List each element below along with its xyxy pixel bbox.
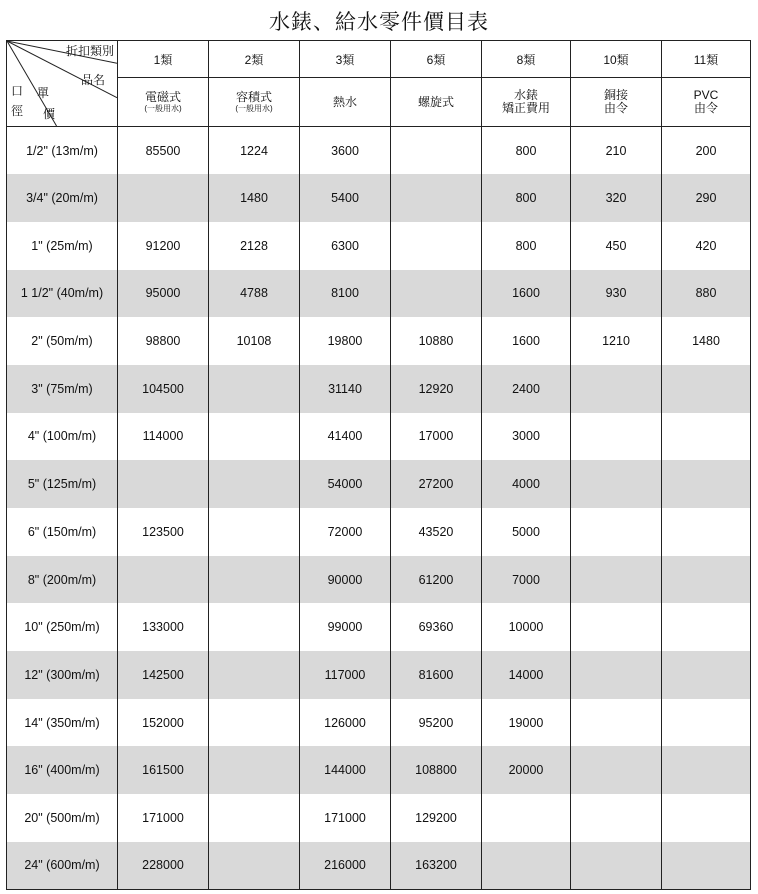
price-cell: 31140	[300, 365, 391, 413]
price-cell: 85500	[118, 127, 209, 175]
category-header-row	[7, 41, 751, 78]
price-cell	[209, 603, 300, 651]
price-cell	[209, 699, 300, 747]
price-cell: 163200	[391, 842, 482, 890]
corner-header-cell	[7, 41, 118, 127]
price-cell: 880	[662, 270, 751, 318]
price-cell: 1600	[482, 317, 571, 365]
price-cell: 450	[571, 222, 662, 270]
price-cell: 20000	[482, 746, 571, 794]
price-cell: 142500	[118, 651, 209, 699]
price-cell: 99000	[300, 603, 391, 651]
price-cell: 54000	[300, 460, 391, 508]
price-cell: 2400	[482, 365, 571, 413]
price-cell: 4000	[482, 460, 571, 508]
table-row	[7, 508, 751, 556]
price-cell	[571, 794, 662, 842]
table-row	[7, 556, 751, 604]
price-cell: 800	[482, 222, 571, 270]
price-cell	[209, 460, 300, 508]
price-cell	[662, 699, 751, 747]
table-row	[7, 174, 751, 222]
product-name: 銅接	[603, 88, 628, 102]
price-cell: 228000	[118, 842, 209, 890]
price-cell	[391, 127, 482, 175]
price-cell	[571, 556, 662, 604]
price-cell: 129200	[391, 794, 482, 842]
table-row	[7, 413, 751, 461]
pipe-diameter-cell: 2" (50m/m)	[7, 317, 118, 365]
price-cell: 10108	[209, 317, 300, 365]
table-row	[7, 270, 751, 318]
category-header: 3類	[300, 41, 391, 78]
diameter-label-top: 口	[11, 84, 24, 98]
table-row	[7, 794, 751, 842]
price-cell	[662, 508, 751, 556]
price-cell	[209, 413, 300, 461]
pipe-diameter-cell: 5" (125m/m)	[7, 460, 118, 508]
price-cell: 61200	[391, 556, 482, 604]
product-name-header	[391, 78, 482, 127]
pipe-diameter-cell: 1 1/2" (40m/m)	[7, 270, 118, 318]
price-cell: 144000	[300, 746, 391, 794]
price-cell: 200	[662, 127, 751, 175]
product-name-header	[482, 78, 571, 127]
product-name-header	[300, 78, 391, 127]
pipe-diameter-cell: 6" (150m/m)	[7, 508, 118, 556]
price-cell	[391, 270, 482, 318]
product-name: 螺旋式	[417, 94, 454, 109]
category-header: 2類	[209, 41, 300, 78]
price-cell	[209, 651, 300, 699]
price-cell: 123500	[118, 508, 209, 556]
price-cell: 152000	[118, 699, 209, 747]
price-cell	[571, 842, 662, 890]
price-label-top: 單	[37, 86, 50, 100]
price-cell: 98800	[118, 317, 209, 365]
pipe-diameter-cell: 16" (400m/m)	[7, 746, 118, 794]
product-name: 電磁式	[144, 89, 181, 104]
price-cell	[209, 365, 300, 413]
price-cell: 171000	[118, 794, 209, 842]
price-cell	[662, 842, 751, 890]
price-cell: 216000	[300, 842, 391, 890]
table-row	[7, 365, 751, 413]
price-cell: 290	[662, 174, 751, 222]
table-row	[7, 603, 751, 651]
category-header: 6類	[391, 41, 482, 78]
table-row	[7, 842, 751, 890]
table-row	[7, 222, 751, 270]
product-name-note: (一般用水)	[144, 103, 182, 113]
product-name-header	[209, 78, 300, 127]
price-cell	[118, 556, 209, 604]
price-cell	[662, 413, 751, 461]
price-cell: 12920	[391, 365, 482, 413]
price-cell	[571, 413, 662, 461]
category-header: 11類	[662, 41, 751, 78]
price-cell	[571, 603, 662, 651]
price-cell	[482, 842, 571, 890]
price-cell	[571, 699, 662, 747]
price-cell: 104500	[118, 365, 209, 413]
diameter-label-bottom: 徑	[11, 104, 24, 118]
price-cell: 2128	[209, 222, 300, 270]
table-row	[7, 746, 751, 794]
category-header: 10類	[571, 41, 662, 78]
price-cell: 1224	[209, 127, 300, 175]
product-name: PVC	[693, 88, 719, 102]
price-cell: 81600	[391, 651, 482, 699]
price-cell: 5400	[300, 174, 391, 222]
pipe-diameter-cell: 12" (300m/m)	[7, 651, 118, 699]
price-cell: 133000	[118, 603, 209, 651]
product-name-row	[7, 78, 751, 127]
product-name-header	[571, 78, 662, 127]
pipe-diameter-cell: 3/4" (20m/m)	[7, 174, 118, 222]
price-cell: 1480	[662, 317, 751, 365]
price-label-bottom: 價	[43, 107, 56, 121]
price-cell: 69360	[391, 603, 482, 651]
price-cell: 8100	[300, 270, 391, 318]
price-cell: 117000	[300, 651, 391, 699]
price-cell: 210	[571, 127, 662, 175]
price-table-body	[7, 127, 751, 890]
price-cell: 126000	[300, 699, 391, 747]
price-cell	[209, 746, 300, 794]
price-cell	[391, 222, 482, 270]
price-cell	[571, 651, 662, 699]
table-row	[7, 699, 751, 747]
table-row	[7, 127, 751, 175]
price-cell: 1210	[571, 317, 662, 365]
price-cell: 95000	[118, 270, 209, 318]
price-cell: 171000	[300, 794, 391, 842]
price-cell: 19000	[482, 699, 571, 747]
category-axis-label: 折扣類別	[65, 44, 114, 58]
price-cell: 10880	[391, 317, 482, 365]
price-cell: 6300	[300, 222, 391, 270]
price-cell	[571, 746, 662, 794]
price-cell: 91200	[118, 222, 209, 270]
price-cell: 43520	[391, 508, 482, 556]
pipe-diameter-cell: 1/2" (13m/m)	[7, 127, 118, 175]
price-cell	[209, 842, 300, 890]
price-cell: 3000	[482, 413, 571, 461]
page-title: 水錶、給水零件價目表	[269, 10, 489, 34]
pipe-diameter-cell: 24" (600m/m)	[7, 842, 118, 890]
price-cell	[662, 556, 751, 604]
price-cell: 320	[571, 174, 662, 222]
product-name-header	[118, 78, 209, 127]
price-cell: 800	[482, 174, 571, 222]
pipe-diameter-cell: 3" (75m/m)	[7, 365, 118, 413]
price-cell: 72000	[300, 508, 391, 556]
pipe-diameter-cell: 10" (250m/m)	[7, 603, 118, 651]
price-cell: 10000	[482, 603, 571, 651]
price-cell: 41400	[300, 413, 391, 461]
product-name-header	[662, 78, 751, 127]
price-cell: 19800	[300, 317, 391, 365]
pipe-diameter-cell: 20" (500m/m)	[7, 794, 118, 842]
product-name-line2: 矯正費用	[501, 101, 550, 115]
table-row	[7, 460, 751, 508]
price-cell: 7000	[482, 556, 571, 604]
category-header: 8類	[482, 41, 571, 78]
price-cell: 1480	[209, 174, 300, 222]
category-header: 1類	[118, 41, 209, 78]
pipe-diameter-cell: 8" (200m/m)	[7, 556, 118, 604]
price-cell	[209, 508, 300, 556]
price-cell: 108800	[391, 746, 482, 794]
pipe-diameter-cell: 1" (25m/m)	[7, 222, 118, 270]
price-cell	[571, 508, 662, 556]
price-cell	[662, 746, 751, 794]
price-cell	[391, 174, 482, 222]
price-cell: 114000	[118, 413, 209, 461]
price-cell	[118, 460, 209, 508]
price-cell	[662, 794, 751, 842]
price-cell: 95200	[391, 699, 482, 747]
pipe-diameter-cell: 4" (100m/m)	[7, 413, 118, 461]
price-cell: 5000	[482, 508, 571, 556]
price-cell	[209, 794, 300, 842]
product-name-line2: 由令	[693, 101, 718, 115]
price-cell: 17000	[391, 413, 482, 461]
product-name: 熱水	[332, 94, 357, 109]
price-cell: 1600	[482, 270, 571, 318]
product-name: 容積式	[235, 89, 272, 104]
product-name-line2: 由令	[603, 101, 628, 115]
price-cell: 3600	[300, 127, 391, 175]
price-cell: 90000	[300, 556, 391, 604]
price-cell	[662, 603, 751, 651]
price-cell: 161500	[118, 746, 209, 794]
price-cell	[482, 794, 571, 842]
price-cell	[118, 174, 209, 222]
product-name-note: (一般用水)	[235, 103, 273, 113]
price-cell: 14000	[482, 651, 571, 699]
price-cell	[662, 460, 751, 508]
price-cell	[571, 365, 662, 413]
table-row	[7, 317, 751, 365]
price-cell: 4788	[209, 270, 300, 318]
product-name: 水錶	[513, 88, 538, 102]
price-cell	[662, 365, 751, 413]
price-table	[6, 40, 751, 890]
price-cell: 800	[482, 127, 571, 175]
price-cell	[662, 651, 751, 699]
pipe-diameter-cell: 14" (350m/m)	[7, 699, 118, 747]
price-cell: 420	[662, 222, 751, 270]
table-row	[7, 651, 751, 699]
price-cell: 27200	[391, 460, 482, 508]
price-cell: 930	[571, 270, 662, 318]
price-cell	[571, 460, 662, 508]
price-cell	[209, 556, 300, 604]
product-name-axis-label: 品名	[80, 73, 105, 87]
